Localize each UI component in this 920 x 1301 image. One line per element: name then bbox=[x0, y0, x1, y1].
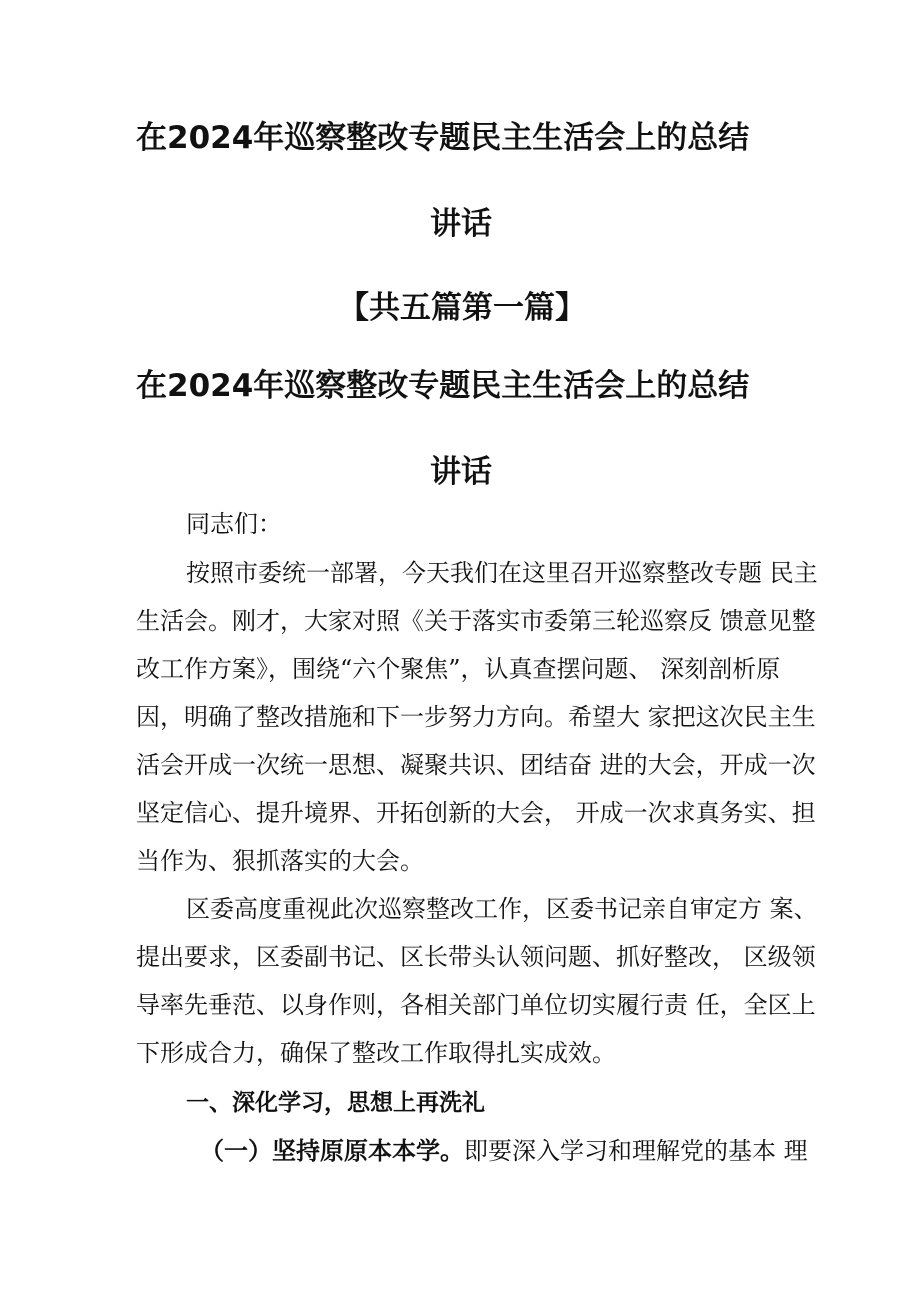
subsection-1-text: 即要深入学习和理解党的基本 理 bbox=[464, 1137, 808, 1165]
salutation: 同志们： bbox=[186, 510, 282, 538]
series-label: 【共五篇第一篇】 bbox=[338, 290, 586, 326]
document-title-line-2: 讲话 bbox=[430, 206, 492, 242]
document-title-line-1: 在2024年巡察整改专题民主生活会上的总结 bbox=[136, 120, 750, 156]
section-title-line-2: 讲话 bbox=[430, 454, 492, 490]
paragraph-2-line-4: 下形成合力，确保了整改工作取得扎实成效。 bbox=[136, 1039, 616, 1067]
paragraph-1-line-2: 生活会。刚才，大家对照《关于落实市委第三轮巡察反 馈意见整 bbox=[136, 607, 816, 635]
paragraph-1-line-3: 改工作方案》，围绕“六个聚焦”，认真查摆问题、 深刻剖析原 bbox=[136, 655, 781, 683]
paragraph-2-line-3: 导率先垂范、以身作则，各相关部门单位切实履行责 任，全区上 bbox=[136, 991, 816, 1019]
paragraph-1-line-5: 活会开成一次统一思想、凝聚共识、团结奋 进的大会，开成一次 bbox=[136, 751, 816, 779]
paragraph-2-line-2: 提出要求，区委副书记、区长带头认领问题、抓好整改， 区级领 bbox=[136, 943, 816, 971]
paragraph-1-line-4: 因，明确了整改措施和下一步努力方向。希望大 家把这次民主生 bbox=[136, 703, 816, 731]
paragraph-1-line-7: 当作为、狠抓落实的大会。 bbox=[136, 847, 424, 875]
paragraph-1-line-1: 按照市委统一部署，今天我们在这里召开巡察整改专题 民主 bbox=[186, 559, 818, 587]
subsection-1-label: （一）坚持原原本本学。 bbox=[200, 1137, 464, 1165]
paragraph-1-line-6: 坚定信心、提升境界、开拓创新的大会， 开成一次求真务实、担 bbox=[136, 799, 816, 827]
subsection-1-line bbox=[200, 1135, 808, 1167]
section-title-line-1: 在2024年巡察整改专题民主生活会上的总结 bbox=[136, 368, 750, 404]
section-1-heading: 一、深化学习，思想上再洗礼 bbox=[186, 1090, 485, 1116]
paragraph-2-line-1: 区委高度重视此次巡察整改工作，区委书记亲自审定方 案、 bbox=[186, 895, 818, 923]
